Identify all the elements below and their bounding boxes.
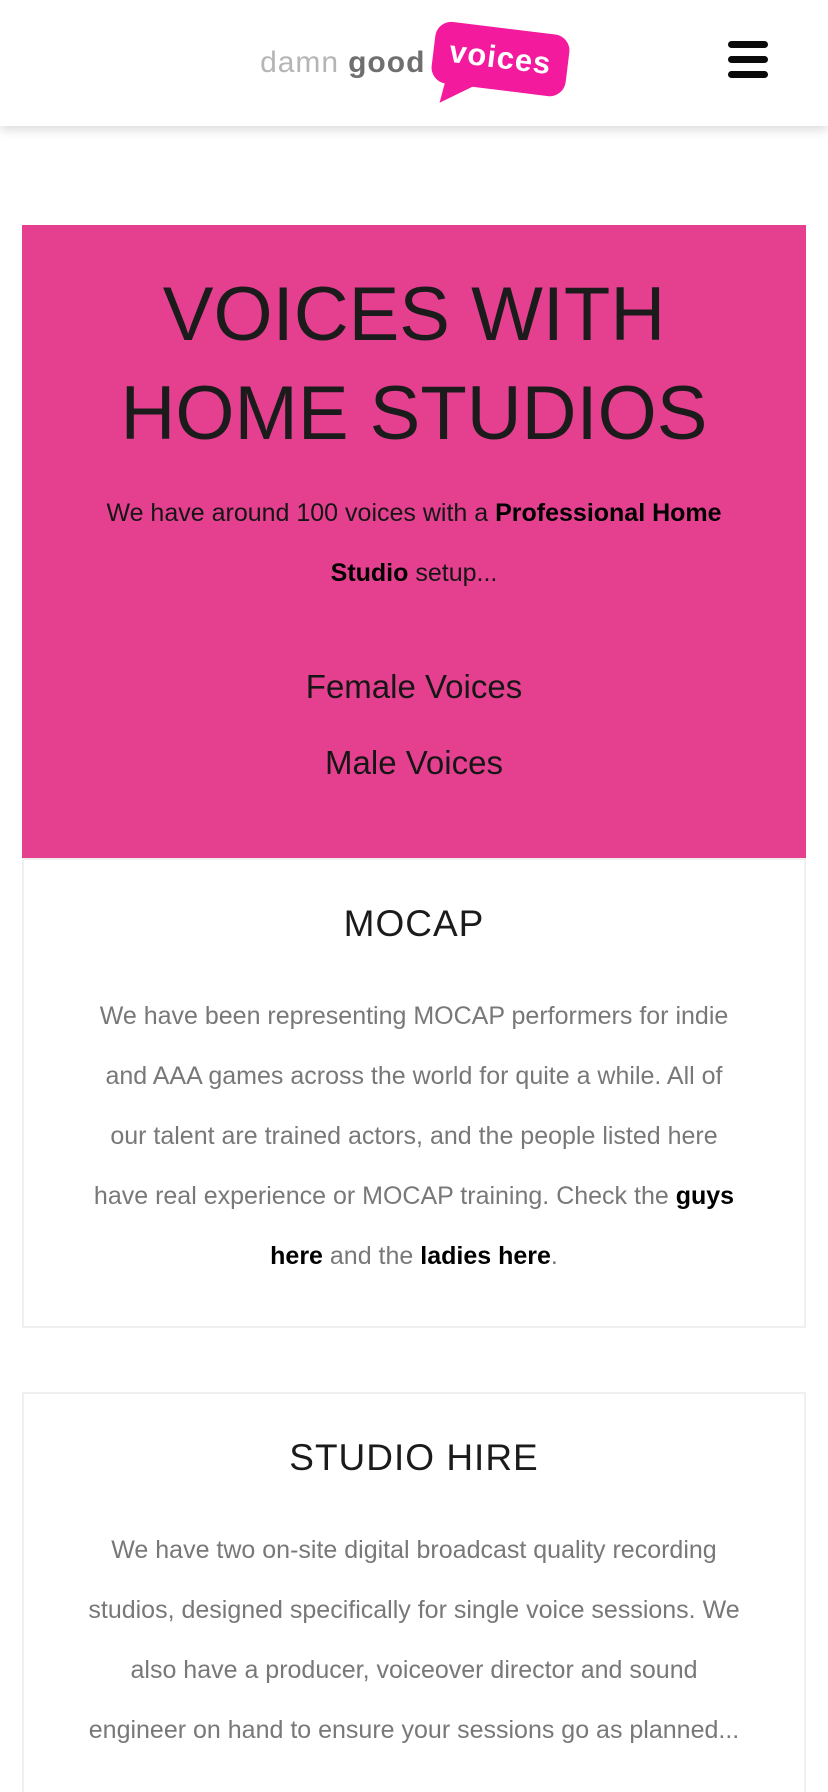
studio-hire-paragraph <box>86 1520 742 1760</box>
hero-section <box>22 225 806 858</box>
bold-text: Professional Home Studio <box>330 499 722 587</box>
inline-link[interactable]: guys here <box>270 1182 735 1270</box>
studio-hire-card <box>22 1392 806 1792</box>
logo-word-voices: voices <box>447 33 554 82</box>
mocap-title: MOCAP <box>343 903 485 944</box>
text-segment: We have around 100 voices with a <box>106 499 496 527</box>
inline-link[interactable]: ladies here <box>420 1242 551 1270</box>
hero-title-line-1: VOICES WITH <box>162 272 666 357</box>
male-voices-link[interactable]: Male Voices <box>325 744 503 781</box>
site-logo[interactable] <box>260 33 568 90</box>
studio-hire-title: STUDIO HIRE <box>289 1437 539 1478</box>
hero-title <box>22 265 806 463</box>
text-segment: setup... <box>408 559 498 587</box>
mocap-paragraph <box>86 986 742 1286</box>
hamburger-menu-icon[interactable] <box>728 41 768 78</box>
text-segment: and the <box>322 1242 421 1270</box>
hamburger-bar <box>728 56 768 63</box>
text-segment: We have been representing MOCAP performers for indie and AAA games across the world for quite a while. All of our talent are trained actors, and the people listed here have real experience or MOCAP training. Check the <box>93 1002 729 1210</box>
hamburger-bar <box>728 41 768 48</box>
logo-word-good: good <box>348 46 426 79</box>
hero-links <box>22 667 806 783</box>
logo-word-damn: damn <box>260 46 340 79</box>
female-voices-link[interactable]: Female Voices <box>305 668 523 705</box>
hero-intro-text <box>82 483 746 603</box>
text-segment: We have two on-site digital broadcast quality recording studios, designed specifically for single voice sessions. We also have a producer, voiceover director and sound engineer on hand to ensure your sessions go as planned... <box>88 1536 740 1744</box>
logo-speech-bubble-icon <box>430 20 571 98</box>
text-segment: . <box>550 1242 558 1270</box>
mocap-card <box>22 858 806 1328</box>
page-content <box>0 225 828 1792</box>
site-header <box>0 0 828 126</box>
hero-title-line-2: HOME STUDIOS <box>120 371 708 456</box>
hamburger-bar <box>728 71 768 78</box>
